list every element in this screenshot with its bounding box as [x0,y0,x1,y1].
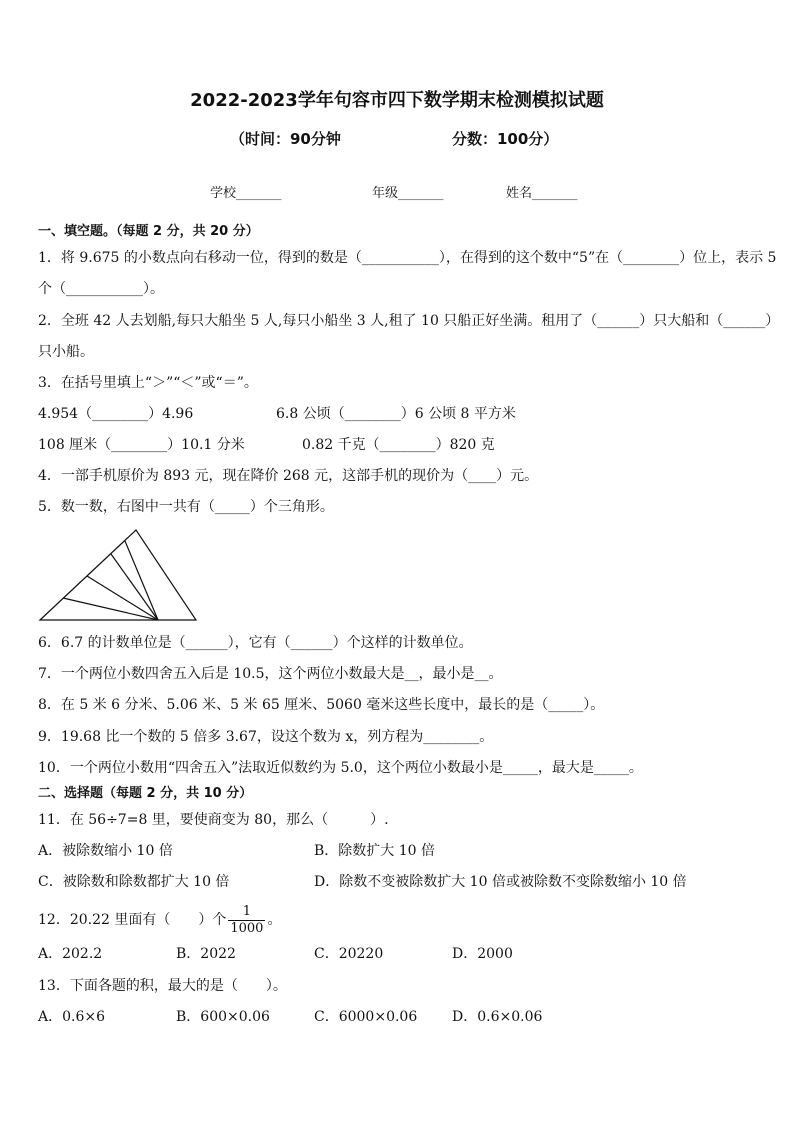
school-field: 学校_______ [210,186,282,201]
question-12-option-d: D．2000 [452,946,513,962]
fraction [228,904,265,937]
name-field: 姓名_______ [506,186,578,201]
question-1-line-1: 1．将 9.675 的小数点向右移动一位，得到的数是（___________），在得到的这个数中“5”在（________）位上，表示 5 [38,250,777,266]
grade-field: 年级_______ [372,186,444,201]
question-12-option-c: C．20220 [314,946,384,962]
inner-line-2 [87,576,158,620]
exam-score: 分数：100分） [452,130,559,148]
question-12 [38,902,281,938]
question-3-item-2: 6.8 公顷（________）6 公顷 8 平方米 [276,406,516,422]
inner-line-1 [63,598,158,620]
fraction-denominator: 1000 [230,920,264,936]
question-3-item-1: 4.954（________）4.96 [38,406,194,422]
question-11-option-c: C．被除数和除数都扩大 10 倍 [38,874,230,890]
question-13-option-d: D．0.6×0.06 [452,1009,543,1025]
question-12-option-a: A．202.2 [38,946,103,962]
section-choice: 二、选择题（每题 2 分，共 10 分） [38,786,253,801]
fraction-numerator: 1 [228,904,265,921]
question-13-option-a: A．0.6×6 [38,1009,106,1025]
triangle-figure [36,524,200,624]
question-13-option-c: C．6000×0.06 [314,1009,418,1025]
question-3-item-3: 108 厘米（________）10.1 分米 [38,437,245,453]
question-11: 11．在 56÷7=8 里，要使商变为 80，那么（ ）. [38,812,389,828]
question-13: 13．下面各题的积，最大的是（ ）。 [38,978,287,994]
question-7: 7．一个两位小数四舍五入后是 10.5，这个两位小数最大是__，最小是__。 [38,666,503,682]
question-10: 10．一个两位小数用“四舍五入”法取近似数约为 5.0，这个两位小数最小是_____，最大是_____。 [38,760,643,776]
section-fill-blank: 一、填空题。（每题 2 分，共 20 分） [38,224,259,239]
question-13-option-b: B．600×0.06 [176,1009,270,1025]
question-6: 6．6.7 的计数单位是（______），它有（______）个这样的计数单位。 [38,635,473,651]
question-4: 4．一部手机原价为 893 元，现在降价 268 元，这部手机的现价为（____）元。 [38,468,539,484]
question-3: 3．在括号里填上“＞”“＜”或“＝”。 [38,375,258,391]
question-2-line-2: 只小船。 [38,344,94,360]
page-title: 2022-2023学年句容市四下数学期末检测模拟试题 [190,90,604,111]
question-1-line-2: 个（___________）。 [38,281,164,297]
exam-time: （时间：90分钟 [230,130,341,148]
question-11-option-b: B．除数扩大 10 倍 [314,843,436,859]
question-12-option-b: B．2022 [176,946,236,962]
question-8: 8．在 5 米 6 分米、5.06 米、5 米 65 厘米、5060 毫米这些长度中，最长的是（_____）。 [38,697,605,713]
question-2-line-1: 2．全班 42 人去划船,每只大船坐 5 人,每只小船坐 3 人,租了 10 只船正好坐满。租用了（______）只大船和（______） [38,313,780,329]
question-5: 5．数一数，右图中一共有（_____）个三角形。 [38,499,334,515]
question-11-option-d: D．除数不变被除数扩大 10 倍或被除数不变除数缩小 10 倍 [314,874,687,890]
question-12-end: 。 [267,912,282,928]
outer-triangle [40,530,196,620]
question-11-option-a: A．被除数缩小 10 倍 [38,843,173,859]
question-12-text: 12．20.22 里面有（ ）个 [38,912,227,928]
question-3-item-4: 0.82 千克（________）820 克 [302,437,495,453]
question-9: 9．19.68 比一个数的 5 倍多 3.67，设这个数为 x，列方程为________。 [38,729,494,745]
